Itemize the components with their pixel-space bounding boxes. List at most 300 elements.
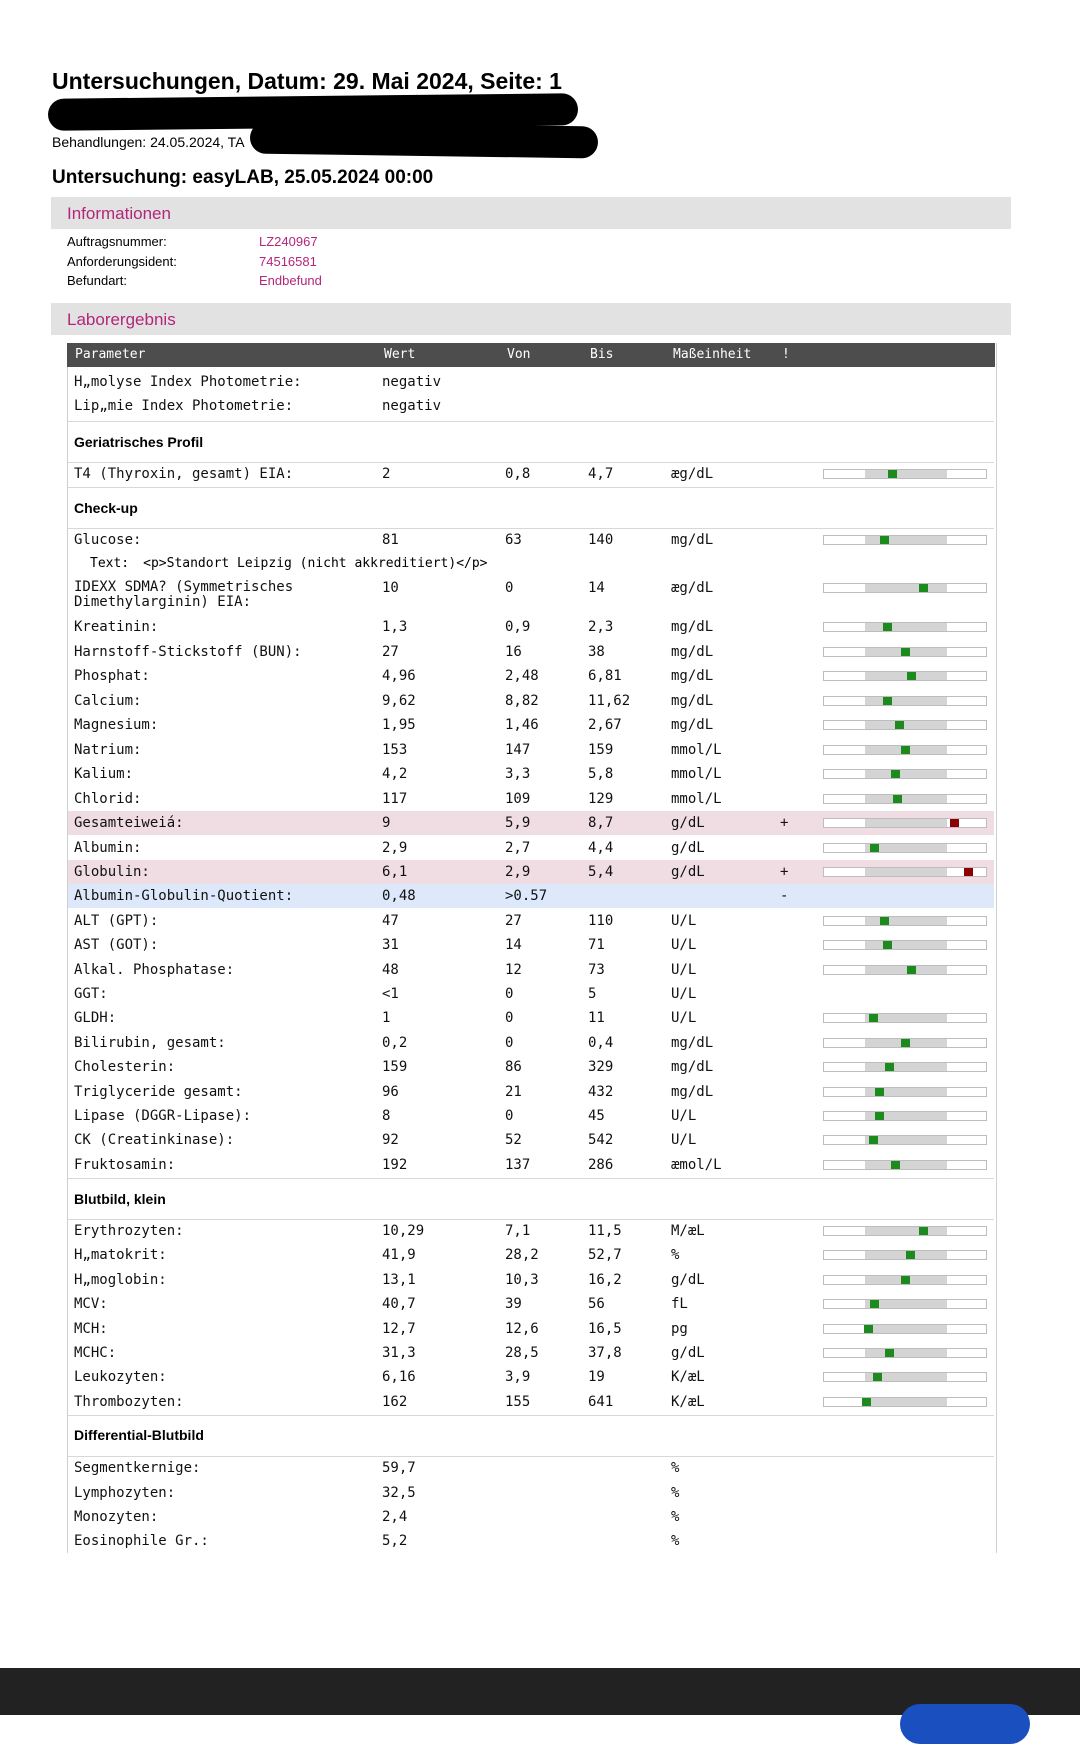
param-cell: Kreatinin: xyxy=(74,619,159,635)
reference-range-bar xyxy=(823,583,987,593)
normal-range-zone xyxy=(865,697,947,705)
reference-range-bar xyxy=(823,1087,987,1097)
unit-cell: mmol/L xyxy=(671,791,722,807)
param-cell: Monozyten: xyxy=(74,1509,159,1525)
min-cell: 0,9 xyxy=(505,619,531,635)
value-marker xyxy=(864,1325,873,1333)
value-cell: 13,1 xyxy=(382,1272,416,1288)
group-title: Blutbild, klein xyxy=(74,1191,166,1207)
min-cell: 28,5 xyxy=(505,1345,539,1361)
max-cell: 8,7 xyxy=(588,815,614,831)
max-cell: 6,81 xyxy=(588,668,622,684)
value-cell: 162 xyxy=(382,1394,408,1410)
max-cell: 140 xyxy=(588,532,614,548)
max-cell: 14 xyxy=(588,580,605,596)
param-cell: Thrombozyten: xyxy=(74,1394,184,1410)
min-cell: 1,46 xyxy=(505,717,539,733)
value-cell: 5,2 xyxy=(382,1533,408,1549)
reference-range-bar xyxy=(823,940,987,950)
normal-range-zone xyxy=(865,941,947,949)
row-separator xyxy=(68,487,994,488)
unit-cell: mg/dL xyxy=(671,1084,714,1100)
reference-range-bar xyxy=(823,1324,987,1334)
unit-cell: % xyxy=(671,1485,680,1501)
unit-cell: g/dL xyxy=(671,1272,705,1288)
unit-cell: mmol/L xyxy=(671,742,722,758)
table-row xyxy=(68,884,994,908)
value-marker xyxy=(870,1300,879,1308)
value-marker xyxy=(880,917,889,925)
value-cell: 2 xyxy=(382,466,391,482)
flag-cell: + xyxy=(780,864,789,880)
value-cell: 9 xyxy=(382,815,391,831)
reference-range-bar xyxy=(823,1135,987,1145)
param-cell: Natrium: xyxy=(74,742,142,758)
max-cell: 286 xyxy=(588,1157,614,1173)
reference-range-bar xyxy=(823,1062,987,1072)
value-cell: 92 xyxy=(382,1132,399,1148)
min-cell: >0.57 xyxy=(505,888,548,904)
min-cell: 137 xyxy=(505,1157,531,1173)
min-cell: 3,3 xyxy=(505,766,531,782)
param-cell: Albumin-Globulin-Quotient: xyxy=(74,888,294,904)
unit-cell: g/dL xyxy=(671,1345,705,1361)
result-note xyxy=(90,556,488,571)
param-cell: Triglyceride gesamt: xyxy=(74,1084,243,1100)
param-cell: IDEXX SDMA? (Symmetrisches Dimethylarginin) EIA: xyxy=(74,579,294,610)
value-cell: negativ xyxy=(382,398,442,414)
flag-cell: - xyxy=(780,888,789,904)
normal-range-zone xyxy=(865,584,947,592)
unit-cell: æg/dL xyxy=(671,580,714,596)
value-marker xyxy=(888,470,897,478)
unit-cell: % xyxy=(671,1247,680,1263)
unit-cell: æg/dL xyxy=(671,466,714,482)
param-cell: CK (Creatinkinase): xyxy=(74,1132,235,1148)
value-marker xyxy=(870,844,879,852)
reference-range-bar xyxy=(823,1013,987,1023)
reference-range-bar xyxy=(823,1038,987,1048)
unit-cell: U/L xyxy=(671,1132,697,1148)
unit-cell: mmol/L xyxy=(671,766,722,782)
max-cell: 52,7 xyxy=(588,1247,622,1263)
reference-range-bar xyxy=(823,1397,987,1407)
value-marker xyxy=(901,1276,910,1284)
value-marker xyxy=(873,1373,882,1381)
table-row xyxy=(68,1481,994,1505)
reference-range-bar xyxy=(823,1160,987,1170)
table-row xyxy=(68,576,994,616)
param-cell: T4 (Thyroxin, gesamt) EIA: xyxy=(74,466,294,482)
value-cell: 31,3 xyxy=(382,1345,416,1361)
value-cell: 4,2 xyxy=(382,766,408,782)
unit-cell: U/L xyxy=(671,913,697,929)
max-cell: 11 xyxy=(588,1010,605,1026)
unit-cell: U/L xyxy=(671,986,697,1002)
param-cell: MCH: xyxy=(74,1321,108,1337)
unit-cell: % xyxy=(671,1533,680,1549)
unit-cell: K/æL xyxy=(671,1394,705,1410)
unit-cell: U/L xyxy=(671,1010,697,1026)
value-marker xyxy=(883,697,892,705)
min-cell: 0 xyxy=(505,580,514,596)
value-cell: 81 xyxy=(382,532,399,548)
param-cell: Globulin: xyxy=(74,864,150,880)
param-cell: H„matokrit: xyxy=(74,1247,167,1263)
value-cell: 0,48 xyxy=(382,888,416,904)
min-cell: 147 xyxy=(505,742,531,758)
unit-cell: U/L xyxy=(671,937,697,953)
unit-cell: g/dL xyxy=(671,815,705,831)
info-value: LZ240967 xyxy=(259,234,318,249)
column-header-von: Von xyxy=(507,347,531,362)
min-cell: 3,9 xyxy=(505,1369,531,1385)
min-cell: 0 xyxy=(505,1108,514,1124)
min-cell: 2,9 xyxy=(505,864,531,880)
param-cell: Harnstoff-Stickstoff (BUN): xyxy=(74,644,302,660)
unit-cell: g/dL xyxy=(671,864,705,880)
column-header-masseinheit: Maßeinheit xyxy=(673,347,752,362)
value-cell: 1,95 xyxy=(382,717,416,733)
param-cell: Fruktosamin: xyxy=(74,1157,176,1173)
value-marker xyxy=(875,1112,884,1120)
table-row xyxy=(68,370,994,394)
info-label: Auftragsnummer: xyxy=(67,234,167,249)
param-cell: Bilirubin, gesamt: xyxy=(74,1035,226,1051)
max-cell: 11,5 xyxy=(588,1223,622,1239)
unit-cell: % xyxy=(671,1509,680,1525)
column-header-parameter: Parameter xyxy=(75,347,146,362)
value-cell: 117 xyxy=(382,791,408,807)
min-cell: 0 xyxy=(505,986,514,1002)
value-cell: 12,7 xyxy=(382,1321,416,1337)
param-cell: Glucose: xyxy=(74,532,142,548)
param-cell: Eosinophile Gr.: xyxy=(74,1533,209,1549)
value-marker xyxy=(880,536,889,544)
normal-range-zone xyxy=(865,770,947,778)
value-marker xyxy=(885,1063,894,1071)
table-row xyxy=(68,1529,994,1553)
value-cell: 31 xyxy=(382,937,399,953)
min-cell: 63 xyxy=(505,532,522,548)
normal-range-zone xyxy=(865,1325,947,1333)
max-cell: 5 xyxy=(588,986,597,1002)
column-header-wert: Wert xyxy=(384,347,416,362)
max-cell: 19 xyxy=(588,1369,605,1385)
max-cell: 38 xyxy=(588,644,605,660)
reference-range-bar xyxy=(823,818,987,828)
value-cell: 6,16 xyxy=(382,1369,416,1385)
normal-range-zone xyxy=(865,1227,947,1235)
unit-cell: mg/dL xyxy=(671,1059,714,1075)
param-cell: Calcium: xyxy=(74,693,142,709)
max-cell: 2,67 xyxy=(588,717,622,733)
normal-range-zone xyxy=(865,966,947,974)
info-label: Anforderungsident: xyxy=(67,254,177,269)
treatments-line: Behandlungen: 24.05.2024, TA xyxy=(52,134,245,150)
unit-cell: mg/dL xyxy=(671,1035,714,1051)
max-cell: 37,8 xyxy=(588,1345,622,1361)
reference-range-bar xyxy=(823,745,987,755)
max-cell: 45 xyxy=(588,1108,605,1124)
normal-range-zone xyxy=(865,1063,947,1071)
param-cell: MCHC: xyxy=(74,1345,117,1361)
section-laborergebnis xyxy=(51,303,1011,335)
value-marker xyxy=(891,1161,900,1169)
param-cell: H„molyse Index Photometrie: xyxy=(74,374,302,390)
min-cell: 21 xyxy=(505,1084,522,1100)
normal-range-zone xyxy=(865,470,947,478)
value-cell: 47 xyxy=(382,913,399,929)
min-cell: 109 xyxy=(505,791,531,807)
reference-range-bar xyxy=(823,916,987,926)
table-row xyxy=(68,982,994,1006)
value-marker xyxy=(901,648,910,656)
min-cell: 12 xyxy=(505,962,522,978)
value-marker xyxy=(869,1014,878,1022)
min-cell: 12,6 xyxy=(505,1321,539,1337)
unit-cell: g/dL xyxy=(671,840,705,856)
param-cell: Alkal. Phosphatase: xyxy=(74,962,235,978)
value-marker xyxy=(895,721,904,729)
max-cell: 329 xyxy=(588,1059,614,1075)
row-separator xyxy=(68,421,994,422)
value-cell: 192 xyxy=(382,1157,408,1173)
column-header-bis: Bis xyxy=(590,347,614,362)
param-cell: Phosphat: xyxy=(74,668,150,684)
param-cell: Cholesterin: xyxy=(74,1059,176,1075)
param-cell: Lymphozyten: xyxy=(74,1485,176,1501)
unit-cell: mg/dL xyxy=(671,619,714,635)
exam-title: Untersuchung: easyLAB, 25.05.2024 00:00 xyxy=(52,167,434,188)
max-cell: 16,2 xyxy=(588,1272,622,1288)
section-title: Laborergebnis xyxy=(67,310,176,329)
normal-range-zone xyxy=(865,1349,947,1357)
min-cell: 0 xyxy=(505,1010,514,1026)
normal-range-zone xyxy=(865,623,947,631)
normal-range-zone xyxy=(865,795,947,803)
value-cell: negativ xyxy=(382,374,442,390)
value-cell: 2,9 xyxy=(382,840,408,856)
max-cell: 110 xyxy=(588,913,614,929)
value-cell: 96 xyxy=(382,1084,399,1100)
info-value: Endbefund xyxy=(259,273,322,288)
value-cell: 32,5 xyxy=(382,1485,416,1501)
unit-cell: U/L xyxy=(671,962,697,978)
max-cell: 542 xyxy=(588,1132,614,1148)
max-cell: 129 xyxy=(588,791,614,807)
param-cell: Leukozyten: xyxy=(74,1369,167,1385)
note-label: Text: xyxy=(90,556,130,571)
param-cell: Gesamteiweiá: xyxy=(74,815,184,831)
param-cell: ALT (GPT): xyxy=(74,913,159,929)
param-cell: GGT: xyxy=(74,986,108,1002)
normal-range-zone xyxy=(865,868,947,876)
value-marker xyxy=(883,941,892,949)
value-marker xyxy=(907,672,916,680)
normal-range-zone xyxy=(865,536,947,544)
max-cell: 5,8 xyxy=(588,766,614,782)
min-cell: 10,3 xyxy=(505,1272,539,1288)
param-cell: Magnesium: xyxy=(74,717,159,733)
reference-range-bar xyxy=(823,1226,987,1236)
max-cell: 73 xyxy=(588,962,605,978)
value-cell: 40,7 xyxy=(382,1296,416,1312)
min-cell: 52 xyxy=(505,1132,522,1148)
value-cell: 41,9 xyxy=(382,1247,416,1263)
unit-cell: mg/dL xyxy=(671,693,714,709)
value-cell: 1 xyxy=(382,1010,391,1026)
value-marker xyxy=(906,1251,915,1259)
group-title: Differential-Blutbild xyxy=(74,1427,204,1443)
reference-range-bar xyxy=(823,843,987,853)
min-cell: 2,48 xyxy=(505,668,539,684)
value-marker xyxy=(901,1039,910,1047)
unit-cell: fL xyxy=(671,1296,688,1312)
info-label: Befundart: xyxy=(67,273,127,288)
value-marker xyxy=(907,966,916,974)
reference-range-bar xyxy=(823,769,987,779)
reference-range-bar xyxy=(823,1348,987,1358)
normal-range-zone xyxy=(865,819,947,827)
info-value: 74516581 xyxy=(259,254,317,269)
param-cell: Chlorid: xyxy=(74,791,142,807)
value-cell: 0,2 xyxy=(382,1035,408,1051)
group-title: Check-up xyxy=(74,500,138,516)
value-cell: 27 xyxy=(382,644,399,660)
value-cell: 4,96 xyxy=(382,668,416,684)
param-cell: Segmentkernige: xyxy=(74,1460,201,1476)
reference-range-bar xyxy=(823,720,987,730)
value-marker xyxy=(919,584,928,592)
min-cell: 5,9 xyxy=(505,815,531,831)
normal-range-zone xyxy=(865,672,947,680)
value-cell: 153 xyxy=(382,742,408,758)
value-marker xyxy=(901,746,910,754)
reference-range-bar xyxy=(823,1275,987,1285)
value-cell: <1 xyxy=(382,986,399,1002)
value-marker xyxy=(883,623,892,631)
reference-range-bar xyxy=(823,867,987,877)
min-cell: 8,82 xyxy=(505,693,539,709)
value-marker xyxy=(950,819,959,827)
table-row xyxy=(68,394,994,418)
unit-cell: mg/dL xyxy=(671,668,714,684)
value-marker xyxy=(885,1349,894,1357)
unit-cell: mg/dL xyxy=(671,644,714,660)
value-cell: 2,4 xyxy=(382,1509,408,1525)
min-cell: 16 xyxy=(505,644,522,660)
unit-cell: mg/dL xyxy=(671,532,714,548)
viewer-action-button[interactable] xyxy=(900,1704,1030,1744)
max-cell: 16,5 xyxy=(588,1321,622,1337)
min-cell: 155 xyxy=(505,1394,531,1410)
value-cell: 159 xyxy=(382,1059,408,1075)
value-cell: 6,1 xyxy=(382,864,408,880)
value-marker xyxy=(919,1227,928,1235)
value-marker xyxy=(875,1088,884,1096)
value-marker xyxy=(862,1398,871,1406)
reference-range-bar xyxy=(823,1372,987,1382)
reference-range-bar xyxy=(823,671,987,681)
group-title: Geriatrisches Profil xyxy=(74,434,204,450)
max-cell: 71 xyxy=(588,937,605,953)
table-header xyxy=(67,343,995,367)
reference-range-bar xyxy=(823,647,987,657)
value-cell: 9,62 xyxy=(382,693,416,709)
param-cell: GLDH: xyxy=(74,1010,117,1026)
normal-range-zone xyxy=(865,721,947,729)
document-title: Untersuchungen, Datum: 29. Mai 2024, Seite: 1 xyxy=(52,68,562,94)
reference-range-bar xyxy=(823,469,987,479)
reference-range-bar xyxy=(823,965,987,975)
max-cell: 11,62 xyxy=(588,693,631,709)
value-cell: 10 xyxy=(382,580,399,596)
unit-cell: U/L xyxy=(671,1108,697,1124)
reference-range-bar xyxy=(823,535,987,545)
param-cell: AST (GOT): xyxy=(74,937,159,953)
unit-cell: æmol/L xyxy=(671,1157,722,1173)
min-cell: 28,2 xyxy=(505,1247,539,1263)
max-cell: 5,4 xyxy=(588,864,614,880)
max-cell: 2,3 xyxy=(588,619,614,635)
section-title: Informationen xyxy=(67,204,171,223)
max-cell: 4,4 xyxy=(588,840,614,856)
reference-range-bar xyxy=(823,1111,987,1121)
normal-range-zone xyxy=(865,1161,947,1169)
value-cell: 59,7 xyxy=(382,1460,416,1476)
unit-cell: K/æL xyxy=(671,1369,705,1385)
value-cell: 10,29 xyxy=(382,1223,425,1239)
param-cell: MCV: xyxy=(74,1296,108,1312)
unit-cell: mg/dL xyxy=(671,717,714,733)
min-cell: 0,8 xyxy=(505,466,531,482)
column-header-flag: ! xyxy=(782,347,790,362)
max-cell: 0,4 xyxy=(588,1035,614,1051)
min-cell: 86 xyxy=(505,1059,522,1075)
flag-cell: + xyxy=(780,815,789,831)
unit-cell: pg xyxy=(671,1321,688,1337)
unit-cell: M/æL xyxy=(671,1223,705,1239)
table-row xyxy=(68,1456,994,1480)
param-cell: H„moglobin: xyxy=(74,1272,167,1288)
reference-range-bar xyxy=(823,622,987,632)
param-cell: Albumin: xyxy=(74,840,142,856)
min-cell: 2,7 xyxy=(505,840,531,856)
unit-cell: % xyxy=(671,1460,680,1476)
max-cell: 159 xyxy=(588,742,614,758)
section-informationen xyxy=(51,197,1011,229)
redaction-mark xyxy=(250,122,598,159)
min-cell: 14 xyxy=(505,937,522,953)
max-cell: 56 xyxy=(588,1296,605,1312)
min-cell: 0 xyxy=(505,1035,514,1051)
max-cell: 4,7 xyxy=(588,466,614,482)
param-cell: Erythrozyten: xyxy=(74,1223,184,1239)
row-separator xyxy=(68,1415,994,1416)
table-row xyxy=(68,1505,994,1529)
value-marker xyxy=(964,868,973,876)
reference-range-bar xyxy=(823,794,987,804)
value-cell: 8 xyxy=(382,1108,391,1124)
min-cell: 39 xyxy=(505,1296,522,1312)
note-text: <p>Standort Leipzig (nicht akkreditiert)</p> xyxy=(143,556,488,571)
param-cell: Lip„mie Index Photometrie: xyxy=(74,398,294,414)
min-cell: 7,1 xyxy=(505,1223,531,1239)
normal-range-zone xyxy=(865,1398,947,1406)
param-cell: Lipase (DGGR-Lipase): xyxy=(74,1108,252,1124)
value-marker xyxy=(893,795,902,803)
